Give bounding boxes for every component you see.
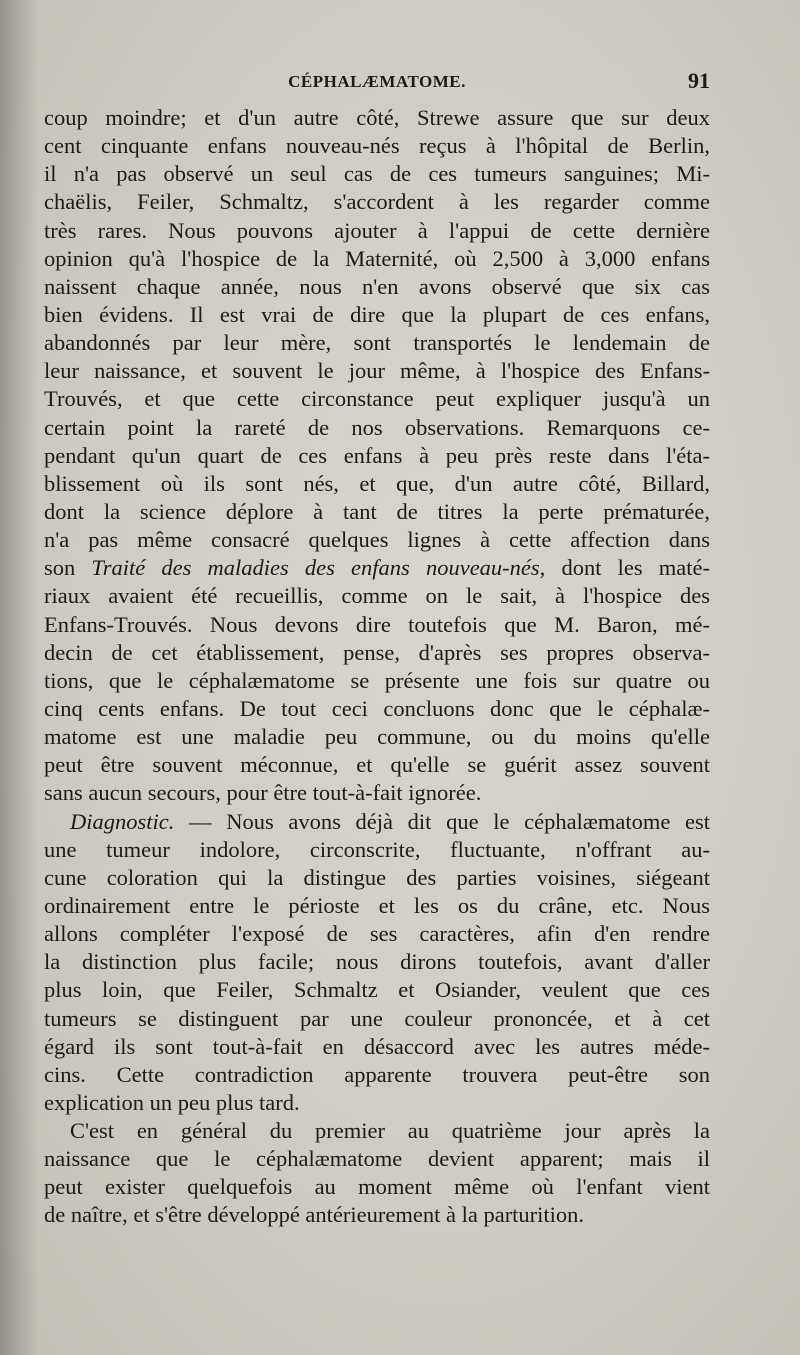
body-text bbox=[44, 104, 710, 1230]
text-line: sans aucun secours, pour être tout-à-fait ignorée. bbox=[44, 780, 482, 806]
text-line: la distinction plus facile; nous dirons toutefois, avant d'aller bbox=[44, 949, 710, 975]
text-segment: , dont les maté- bbox=[539, 555, 710, 581]
text-line: leur naissance, et souvent le jour même, à l'hospice des Enfans- bbox=[44, 358, 710, 384]
text-line: Trouvés, et que cette circonstance peut expliquer jusqu'à un bbox=[44, 386, 710, 412]
italic-text-segment: Diagnostic. bbox=[70, 808, 175, 834]
text-line: une tumeur indolore, circonscrite, fluctuante, n'offrant au- bbox=[44, 836, 710, 862]
text-line bbox=[44, 554, 710, 582]
text-line: cins. Cette contradiction apparente trouvera peut-être son bbox=[44, 1061, 710, 1087]
text-line: decin de cet établissement, pense, d'après ses propres observa- bbox=[44, 639, 710, 665]
text-line: allons compléter l'exposé de ses caractères, afin d'en rendre bbox=[44, 921, 710, 947]
text-line: peut être souvent méconnue, et qu'elle se guérit assez souvent bbox=[44, 752, 710, 778]
text-line: cent cinquante enfans nouveau-nés reçus à l'hôpital de Berlin, bbox=[44, 133, 710, 159]
text-line: explication un peu plus tard. bbox=[44, 1089, 300, 1115]
text-line: cinq cents enfans. De tout ceci concluons donc que le céphalæ- bbox=[44, 695, 710, 721]
text-line: tions, que le céphalæmatome se présente une fois sur quatre ou bbox=[44, 667, 710, 693]
page-header bbox=[44, 68, 710, 102]
text-segment: — Nous avons déjà dit que le céphalæmatome est bbox=[174, 808, 710, 834]
text-line: il n'a pas observé un seul cas de ces tumeurs sanguines; Mi- bbox=[44, 161, 710, 187]
text-line: dont la science déplore à tant de titres la perte prématurée, bbox=[44, 498, 710, 524]
text-line bbox=[44, 808, 710, 836]
text-line: peut exister quelquefois au moment même où l'enfant vient bbox=[44, 1174, 710, 1200]
page-gutter-shadow bbox=[0, 0, 38, 1355]
text-line: riaux avaient été recueillis, comme on le sait, à l'hospice des bbox=[44, 583, 710, 609]
text-line: opinion qu'à l'hospice de la Maternité, où 2,500 à 3,000 enfans bbox=[44, 245, 710, 271]
text-line: tumeurs se distinguent par une couleur prononcée, et à cet bbox=[44, 1005, 710, 1031]
text-line: abandonnés par leur mère, sont transportés le lendemain de bbox=[44, 330, 710, 356]
text-line: bien évidens. Il est vrai de dire que la plupart de ces enfans, bbox=[44, 301, 710, 327]
text-line: Enfans-Trouvés. Nous devons dire toutefois que M. Baron, mé- bbox=[44, 611, 710, 637]
text-line: blissement où ils sont nés, et que, d'un autre côté, Billard, bbox=[44, 470, 710, 496]
italic-text-segment: Traité des maladies des enfans nouveau-nés bbox=[91, 555, 540, 581]
text-line: certain point la rareté de nos observations. Remarquons ce- bbox=[44, 414, 710, 440]
text-line: ordinairement entre le périoste et les os du crâne, etc. Nous bbox=[44, 892, 710, 918]
text-line: égard ils sont tout-à-fait en désaccord avec les autres méde- bbox=[44, 1033, 710, 1059]
text-line: chaëlis, Feiler, Schmaltz, s'accordent à les regarder comme bbox=[44, 189, 710, 215]
text-line: pendant qu'un quart de ces enfans à peu près reste dans l'éta- bbox=[44, 442, 710, 468]
text-line: cune coloration qui la distingue des parties voisines, siégeant bbox=[44, 864, 710, 890]
text-segment: son bbox=[44, 555, 92, 581]
text-line: naissance que le céphalæmatome devient apparent; mais il bbox=[44, 1146, 710, 1172]
text-line: coup moindre; et d'un autre côté, Strewe assure que sur deux bbox=[44, 105, 710, 130]
text-line: matome est une maladie peu commune, ou du moins qu'elle bbox=[44, 724, 710, 750]
text-line: de naître, et s'être développé antérieurement à la parturition. bbox=[44, 1202, 585, 1228]
text-line: C'est en général du premier au quatrième jour après la bbox=[70, 1118, 710, 1144]
running-head: CÉPHALÆMATOME. bbox=[288, 72, 466, 91]
text-line: naissent chaque année, nous n'en avons observé que six cas bbox=[44, 273, 710, 299]
text-line: n'a pas même consacré quelques lignes à cette affection dans bbox=[44, 527, 710, 553]
text-line: très rares. Nous pouvons ajouter à l'appui de cette dernière bbox=[44, 217, 710, 243]
text-line: plus loin, que Feiler, Schmaltz et Osiander, veulent que ces bbox=[44, 977, 710, 1003]
page-number: 91 bbox=[688, 68, 710, 93]
